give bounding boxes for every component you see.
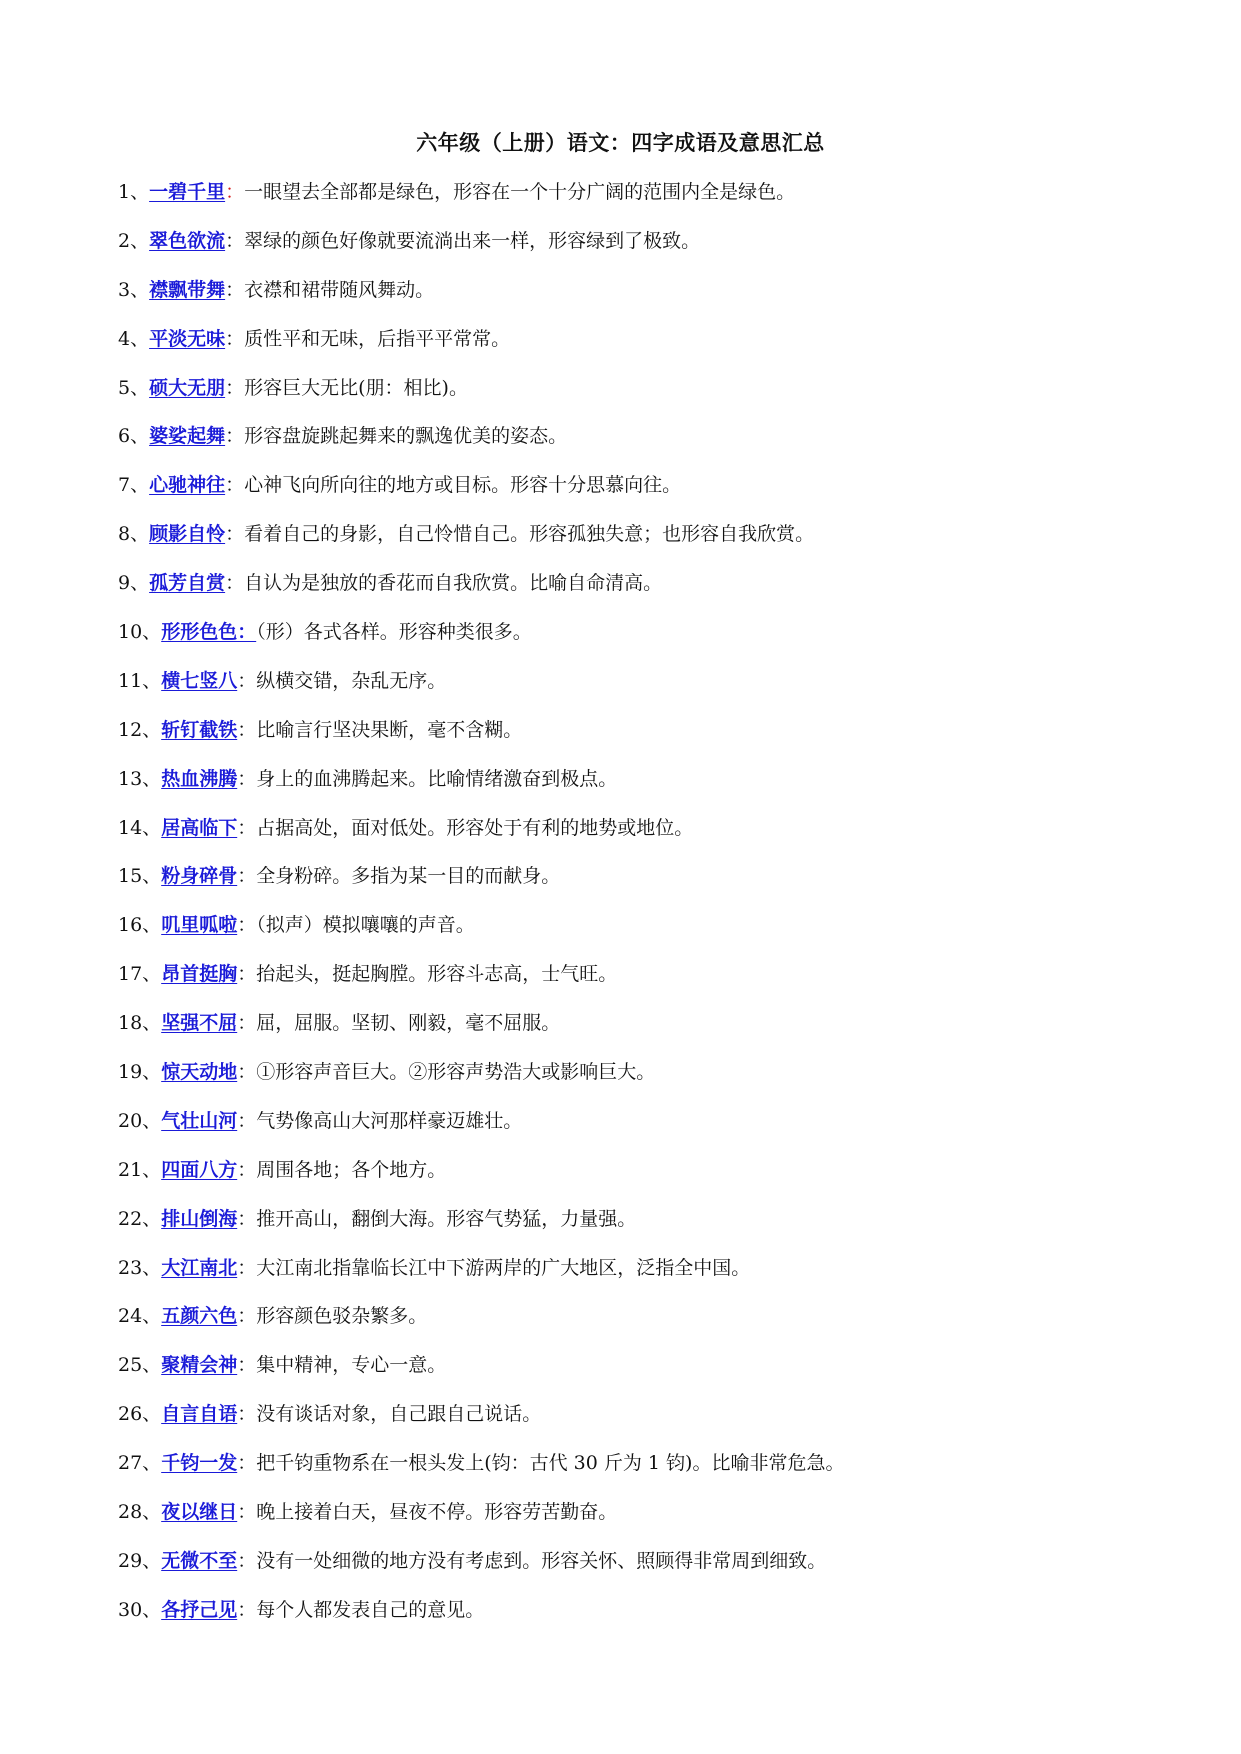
item-colon: ： — [237, 767, 257, 790]
idiom-meaning: 周围各地；各个地方。 — [256, 1158, 447, 1181]
item-colon: ： — [225, 474, 245, 497]
item-number: 24、 — [118, 1305, 162, 1328]
idiom-link[interactable]: 斩钉截铁 — [161, 718, 238, 741]
idiom-meaning: ①形容声音巨大。②形容声势浩大或影响巨大。 — [256, 1061, 656, 1084]
item-number: 21、 — [118, 1158, 162, 1181]
item-number: 17、 — [118, 963, 162, 986]
item-colon: ： — [237, 1549, 257, 1572]
idiom-link[interactable]: 坚强不屈 — [161, 1012, 238, 1035]
idiom-link[interactable]: 心驰神往 — [149, 474, 226, 497]
idiom-meaning: 看着自己的身影，自己怜惜自己。形容孤独失意；也形容自我欣赏。 — [244, 523, 815, 546]
idiom-link[interactable]: 大江南北 — [161, 1256, 238, 1279]
idiom-link[interactable]: 各抒己见 — [161, 1598, 238, 1621]
list-item — [118, 470, 1178, 519]
item-number: 22、 — [118, 1207, 162, 1230]
list-item — [118, 910, 1178, 959]
idiom-link[interactable]: 自言自语 — [161, 1403, 238, 1426]
idiom-link[interactable]: 惊天动地 — [161, 1061, 238, 1084]
item-colon: ： — [225, 523, 245, 546]
list-item — [118, 324, 1178, 373]
idiom-link[interactable]: 居高临下 — [161, 816, 238, 839]
idiom-meaning: 纵横交错，杂乱无序。 — [256, 669, 447, 692]
idiom-link[interactable]: 叽里呱啦 — [161, 914, 238, 937]
item-number: 15、 — [118, 865, 162, 888]
idiom-meaning: （拟声）模拟嚷嚷的声音。 — [256, 914, 475, 937]
item-number: 18、 — [118, 1012, 162, 1035]
idiom-link[interactable]: 孤芳自赏 — [149, 572, 226, 595]
list-item — [118, 1350, 1178, 1399]
item-colon: ： — [237, 1403, 257, 1426]
item-number: 12、 — [118, 718, 162, 741]
idiom-meaning: 身上的血沸腾起来。比喻情绪激奋到极点。 — [256, 767, 618, 790]
item-colon: ： — [237, 1109, 257, 1132]
idiom-link[interactable]: 排山倒海 — [161, 1207, 238, 1230]
idiom-link[interactable]: 气壮山河 — [161, 1109, 238, 1132]
item-number: 19、 — [118, 1061, 162, 1084]
idiom-meaning: 推开高山，翻倒大海。形容气势猛，力量强。 — [256, 1207, 637, 1230]
idiom-link[interactable]: 粉身碎骨 — [161, 865, 238, 888]
item-number: 14、 — [118, 816, 162, 839]
list-item — [118, 1546, 1178, 1595]
item-colon: ： — [237, 718, 257, 741]
item-colon: ： — [237, 1501, 257, 1524]
item-number: 8、 — [118, 523, 150, 546]
idiom-link[interactable]: 热血沸腾 — [161, 767, 238, 790]
idiom-meaning: （形）各式各样。形容种类很多。 — [256, 621, 532, 644]
idiom-meaning: 占据高处，面对低处。形容处于有利的地势或地位。 — [256, 816, 694, 839]
list-item — [118, 373, 1178, 422]
idiom-meaning: 气势像高山大河那样豪迈雄壮。 — [256, 1109, 523, 1132]
item-colon: ： — [237, 1061, 257, 1084]
idiom-meaning: 衣襟和裙带随风舞动。 — [244, 278, 435, 301]
item-colon: ： — [225, 425, 245, 448]
item-number: 4、 — [118, 327, 150, 350]
item-number: 30、 — [118, 1598, 162, 1621]
item-colon: ： — [237, 669, 257, 692]
item-colon: ： — [237, 816, 257, 839]
item-number: 16、 — [118, 914, 162, 937]
item-colon: ： — [225, 229, 245, 252]
idiom-meaning: 抬起头，挺起胸膛。形容斗志高，士气旺。 — [256, 963, 618, 986]
idiom-link[interactable]: 翠色欲流 — [149, 229, 226, 252]
idiom-link[interactable]: 顾影自怜 — [149, 523, 226, 546]
item-colon: ： — [225, 327, 245, 350]
idiom-meaning: 心神飞向所向往的地方或目标。形容十分思慕向往。 — [244, 474, 682, 497]
item-colon: ： — [237, 1012, 257, 1035]
item-colon: ： — [225, 572, 245, 595]
idiom-meaning: 形容盘旋跳起舞来的飘逸优美的姿态。 — [244, 425, 568, 448]
list-item — [118, 1253, 1178, 1302]
idiom-link[interactable]: 夜以继日 — [161, 1501, 238, 1524]
idiom-link[interactable]: 五颜六色 — [161, 1305, 238, 1328]
idiom-link[interactable]: 无微不至 — [161, 1549, 238, 1572]
list-item — [118, 177, 1178, 226]
list-item — [118, 861, 1178, 910]
list-item — [118, 226, 1178, 275]
idiom-meaning: 一眼望去全部都是绿色，形容在一个十分广阔的范围内全是绿色。 — [244, 181, 796, 203]
idiom-meaning: 没有一处细微的地方没有考虑到。形容关怀、照顾得非常周到细致。 — [256, 1549, 827, 1572]
list-item — [118, 519, 1178, 568]
list-item — [118, 1497, 1178, 1546]
item-colon: ： — [237, 865, 257, 888]
list-item — [118, 1155, 1178, 1204]
list-item — [118, 813, 1178, 862]
idiom-meaning: 自认为是独放的香花而自我欣赏。比喻自命清高。 — [244, 572, 663, 595]
idiom-meaning: 把千钧重物系在一根头发上(钧：古代 30 斤为 1 钧)。比喻非常危急。 — [256, 1452, 845, 1475]
item-colon: ： — [237, 963, 257, 986]
idiom-meaning: 晚上接着白天，昼夜不停。形容劳苦勤奋。 — [256, 1501, 618, 1524]
idiom-meaning: 大江南北指靠临长江中下游两岸的广大地区，泛指全中国。 — [256, 1256, 751, 1279]
list-item — [118, 1106, 1178, 1155]
item-number: 13、 — [118, 767, 162, 790]
list-item — [118, 1057, 1178, 1106]
idiom-meaning: 集中精神，专心一意。 — [256, 1354, 447, 1377]
idiom-meaning: 每个人都发表自己的意见。 — [256, 1598, 485, 1621]
idiom-meaning: 屈，屈服。坚韧、刚毅，毫不屈服。 — [256, 1012, 561, 1035]
item-number: 5、 — [118, 376, 150, 399]
list-item — [118, 666, 1178, 715]
list-item — [118, 1399, 1178, 1448]
item-number: 28、 — [118, 1501, 162, 1524]
idiom-meaning: 没有谈话对象，自己跟自己说话。 — [256, 1403, 542, 1426]
list-item — [118, 1008, 1178, 1057]
item-number: 26、 — [118, 1403, 162, 1426]
list-item — [118, 617, 1178, 666]
item-colon: ： — [237, 1207, 257, 1230]
idiom-meaning: 形容颜色驳杂繁多。 — [256, 1305, 428, 1328]
list-item — [118, 568, 1178, 617]
item-number: 10、 — [118, 621, 162, 644]
list-item — [118, 275, 1178, 324]
item-number: 7、 — [118, 474, 150, 497]
item-colon: ： — [237, 1354, 257, 1377]
idiom-link[interactable]: 聚精会神 — [161, 1354, 238, 1377]
list-item — [118, 1204, 1178, 1253]
item-number: 25、 — [118, 1354, 162, 1377]
item-number: 20、 — [118, 1109, 162, 1132]
list-item — [118, 715, 1178, 764]
idiom-link[interactable]: 四面八方 — [161, 1158, 238, 1181]
item-colon: ： — [237, 1452, 257, 1475]
item-colon: ： — [237, 1256, 257, 1279]
item-colon: ： — [225, 181, 245, 203]
idiom-meaning: 全身粉碎。多指为某一目的而献身。 — [256, 865, 561, 888]
item-number: 23、 — [118, 1256, 162, 1279]
list-item — [118, 959, 1178, 1008]
list-item — [118, 421, 1178, 470]
idiom-link[interactable]: 婆娑起舞 — [149, 425, 226, 448]
idiom-meaning: 质性平和无味，后指平平常常。 — [244, 327, 511, 350]
list-item — [118, 764, 1178, 813]
list-item — [118, 1448, 1178, 1497]
item-colon: ： — [225, 278, 245, 301]
item-number: 27、 — [118, 1452, 162, 1475]
item-number: 29、 — [118, 1549, 162, 1572]
list-item — [118, 1595, 1178, 1644]
item-number: 3、 — [118, 278, 150, 301]
idiom-link[interactable]: 昂首挺胸 — [161, 963, 238, 986]
idiom-link[interactable]: 横七竖八 — [161, 669, 238, 692]
page-title: 六年级（上册）语文：四字成语及意思汇总 — [416, 130, 825, 155]
item-colon: ： — [225, 376, 245, 399]
item-number: 6、 — [118, 425, 150, 448]
item-colon: ： — [237, 1598, 257, 1621]
idiom-link[interactable]: 平淡无味 — [149, 327, 226, 350]
list-item — [118, 1301, 1178, 1350]
idiom-link[interactable]: 硕大无朋 — [149, 376, 226, 399]
idiom-link[interactable]: 襟飘带舞 — [149, 278, 226, 301]
idiom-meaning: 翠绿的颜色好像就要流淌出来一样，形容绿到了极致。 — [244, 229, 701, 252]
idiom-link[interactable]: 一碧千里 — [149, 181, 226, 203]
item-number: 2、 — [118, 229, 150, 252]
item-colon: ： — [237, 1158, 257, 1181]
item-colon: ： — [237, 914, 257, 937]
item-number: 11、 — [118, 669, 162, 692]
item-colon: ： — [237, 1305, 257, 1328]
idiom-link[interactable]: 千钧一发 — [161, 1452, 238, 1475]
item-number: 9、 — [118, 572, 150, 595]
idiom-link[interactable]: 形形色色： — [161, 621, 257, 644]
idiom-meaning: 比喻言行坚决果断，毫不含糊。 — [256, 718, 523, 741]
idiom-list — [118, 177, 1178, 1644]
item-number: 1、 — [118, 181, 150, 203]
idiom-meaning: 形容巨大无比(朋：相比)。 — [244, 376, 468, 399]
